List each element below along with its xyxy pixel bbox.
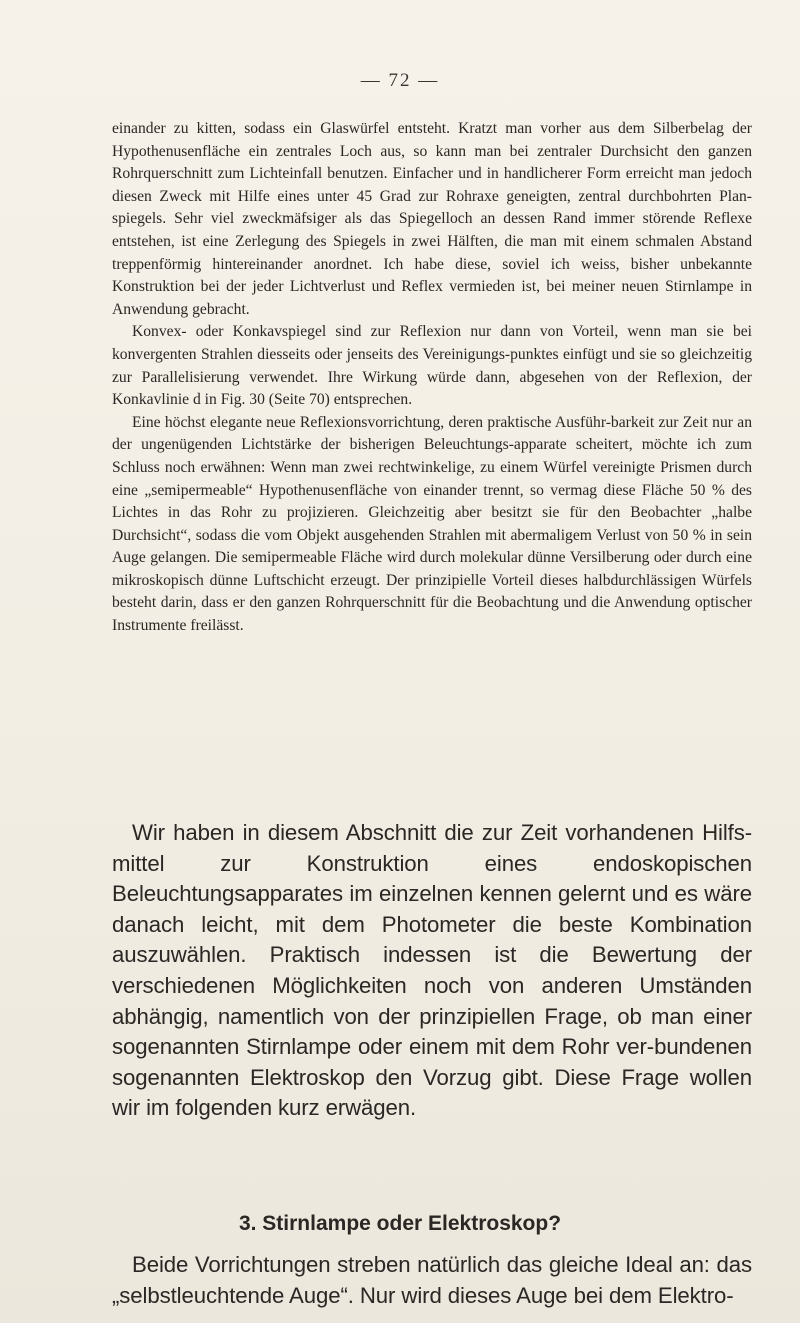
paragraph-mirror-construction: einander zu kitten, sodass ein Glaswürfel entsteht. Kratzt man vorher aus dem Silberbelag der Hypothenusenfläche ein zentrales Loch aus, so kann man bei zentraler Durchsicht den ganzen Rohrquerschnitt zum Lichteinfall benutzen. Einfacher und in handlicherer Form erreicht man jedoch diesen Zweck mit Hilfe eines unter 45 Grad zur Rohraxe geneigten, zentral durchbohrten Plan-spiegels. Sehr viel zweckmäfsiger als das Spiegelloch an dessen Rand immer störende Reflexe entstehen, ist eine Zerlegung des Spiegels in zwei Hälften, die man mit einem schmalen Abstand treppenförmig hintereinander anordnet. Ich habe diese, soviel ich weiss, bisher unbekannte Konstruktion bei der jeder Lichtverlust und Reflex vermieden ist, bei meiner neuen Stirnlampe in Anwendung gebracht.	[112, 120, 752, 318]
page-number: — 72 —	[360, 70, 440, 91]
paragraph-convex-concave: Konvex- oder Konkavspiegel sind zur Reflexion nur dann von Vorteil, wenn man sie bei konvergenten Strahlen diesseits oder jenseits des Vereinigungs-punktes einfügt und sie so gleichzeitig zur Parallelisierung verwendet. Ihre Wirkung würde dann, abgesehen von der Reflexion, der Konkavlinie d in Fig. 30 (Seite 70) entsprechen.	[112, 323, 752, 409]
paragraph-summary: Wir haben in diesem Abschnitt die zur Zeit vorhandenen Hilfs-mittel zur Konstruktion eines endoskopischen Beleuchtungsapparates im einzelnen kennen gelernt und es wäre danach leicht, mit dem Photometer die beste Kombination auszuwählen. Praktisch indessen ist die Bewertung der verschiedenen Möglichkeiten noch von anderen Umständen abhängig, namentlich von der prinzipiellen Frage, ob man einer sogenannten Stirnlampe oder einem mit dem Rohr ver-bundenen sogenannten Elektroskop den Vorzug gibt. Diese Frage wollen wir im folgenden kurz erwägen.	[112, 820, 752, 1121]
small-print-section	[112, 118, 752, 638]
section-body	[112, 1250, 752, 1311]
section-heading: 3. Stirnlampe oder Elektroskop?	[238, 1212, 562, 1235]
summary-section	[112, 818, 752, 1124]
paragraph-semipermeable-prism: Eine höchst elegante neue Reflexionsvorrichtung, deren praktische Ausführ-barkeit zur Zeit nur an der ungenügenden Lichtstärke der bisherigen Beleuchtungs-apparate scheitert, möchte ich zum Schluss noch erwähnen: Wenn man zwei rechtwinkelige, zu einem Würfel vereinigte Prismen durch eine „semipermeable“ Hypothenusenfläche von einander trennt, so vermag diese Fläche 50 % des Lichtes in das Rohr zu projizieren. Gleichzeitig aber besitzt sie für den Beobachter „halbe Durchsicht“, sodass die vom Objekt ausgehenden Strahlen mit abermaligem Verlust von 50 % in sein Auge gelangen. Die semipermeable Fläche wird durch molekular dünne Versilberung oder durch eine mikroskopisch dünne Luftschicht erzeugt. Der prinzipielle Vorteil dieses halbdurchlässigen Würfels besteht darin, dass er den ganzen Rohrquerschnitt für die Beobachtung und die Anwendung optischer Instrumente freilässt.	[112, 413, 752, 635]
paragraph-section-start: Beide Vorrichtungen streben natürlich das gleiche Ideal an: das „selbstleuchtende Auge“. Nur wird dieses Auge bei dem Elektro-	[112, 1252, 752, 1308]
